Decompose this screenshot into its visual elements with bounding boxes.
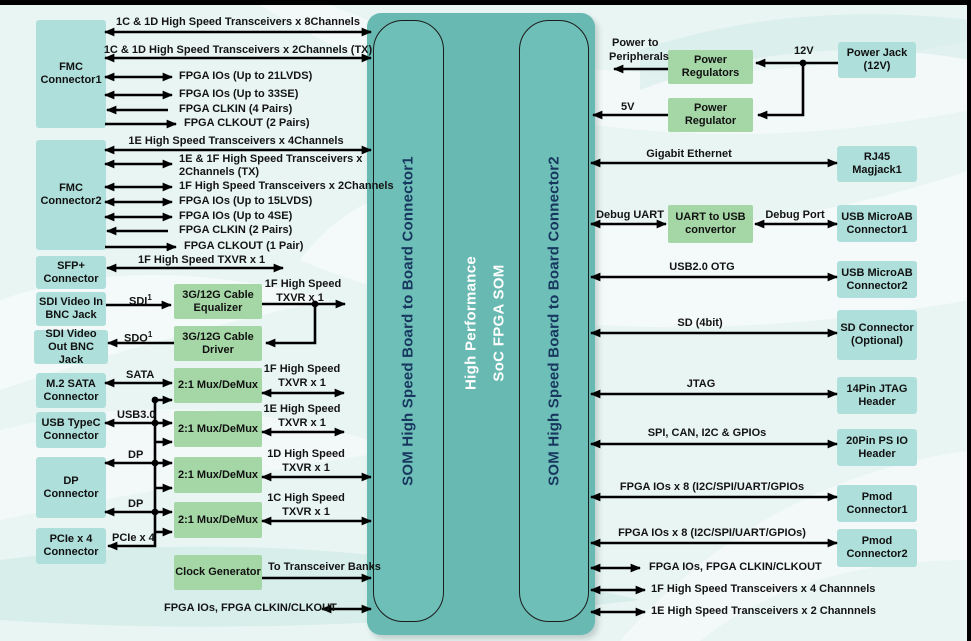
label-pmod1-ios: FPGA IOs x 8 (I2C/SPI/UART/GPIOs: [619, 481, 805, 493]
sdi-video-in-box: SDI Video In BNC Jack: [36, 292, 106, 326]
cable-driver-block: 3G/12G Cable Driver: [174, 326, 262, 361]
cable-equalizer-block: 3G/12G Cable Equalizer: [174, 284, 262, 319]
usb-typec-connector-box: USB TypeC Connector: [36, 412, 106, 448]
sfp-connector-box: SFP+ Connector: [36, 256, 106, 289]
sd-connector-box: SD Connector (Optional): [837, 310, 917, 360]
label-fmc2-1f2ch: 1F High Speed Transceivers x 2Channels: [179, 180, 394, 192]
label-1f-x4-channels: 1F High Speed Transceivers x 4 Channnels: [651, 583, 876, 595]
fmc-connector2-box: FMC Connector2: [36, 140, 106, 250]
label-5v: 5V: [621, 101, 635, 113]
label-fmc2-se: FPGA IOs (Up to 4SE): [179, 210, 293, 222]
ps-io-header-box: 20Pin PS IO Header: [837, 429, 917, 466]
label-sfp-txvr: 1F High Speed TXVR x 1: [138, 254, 266, 266]
label-fmc2-ch2tx-line2: 2Channels (TX): [179, 166, 260, 178]
label-pmod2-ios: FPGA IOs x 8 (I2C/SPI/UART/GPIOs): [618, 527, 806, 539]
label-debug-uart: Debug UART: [596, 209, 664, 221]
label-sata: SATA: [126, 369, 155, 381]
som-title-line1: High Performance: [462, 256, 480, 390]
label-fmc1-ch8: 1C & 1D High Speed Transceivers x 8Channels: [116, 16, 360, 28]
label-power-to-line2: Peripherals: [609, 51, 669, 63]
jtag-header-box: 14Pin JTAG Header: [837, 377, 917, 414]
label-usb3: USB3.0: [117, 409, 156, 421]
right-black-bar: [967, 0, 971, 641]
label-mux2-out-line1: 1E High Speed: [263, 403, 341, 415]
mux-demux-block-3: 2:1 Mux/DeMux: [174, 457, 262, 493]
label-power-to-line1: Power to: [612, 37, 659, 49]
label-mux3-out-line1: 1D High Speed: [267, 448, 345, 460]
label-eq-out-line1: 1F High Speed: [264, 278, 342, 290]
label-fmc2-lvds: FPGA IOs (Up to 15LVDS): [179, 195, 313, 207]
label-mux4-out-line2: TXVR x 1: [282, 506, 330, 518]
label-fmc1-ch2tx: 1C & 1D High Speed Transceivers x 2Channels (TX): [103, 44, 373, 56]
label-jtag: JTAG: [686, 378, 716, 390]
label-eq-out-line2: TXVR x 1: [276, 292, 324, 304]
label-fpga-clk-left: FPGA IOs, FPGA CLKIN/CLKOUT: [164, 602, 337, 614]
label-pcie: PCIe x 4: [112, 532, 155, 544]
pmod-connector1-box: Pmod Connector1: [837, 485, 917, 522]
label-clock-out: To Transceiver Banks: [268, 561, 381, 573]
label-mux2-out-line2: TXVR x 1: [278, 417, 326, 429]
label-12v: 12V: [794, 45, 814, 57]
uart-to-usb-block: UART to USB convertor: [668, 205, 753, 243]
mux-demux-block-4: 2:1 Mux/DeMux: [174, 502, 262, 538]
power-regulators-block: Power Regulators: [668, 50, 753, 84]
label-gigabit-ethernet: Gigabit Ethernet: [646, 148, 732, 160]
sdi-video-out-box: SDI Video Out BNC Jack: [34, 330, 108, 364]
label-spi-can-i2c: SPI, CAN, I2C & GPIOs: [647, 427, 767, 439]
mux-demux-block-1: 2:1 Mux/DeMux: [174, 368, 262, 403]
label-usb2-otg: USB2.0 OTG: [669, 261, 735, 273]
label-mux4-out-line1: 1C High Speed: [267, 492, 345, 504]
label-fmc1-clkout: FPGA CLKOUT (2 Pairs): [184, 117, 310, 129]
label-dp2: DP: [128, 498, 144, 510]
rj45-magjack-box: RJ45 Magjack1: [837, 146, 917, 182]
label-fmc1-lvds: FPGA IOs (Up to 21LVDS): [179, 70, 313, 82]
pmod-connector2-box: Pmod Connector2: [837, 529, 917, 567]
label-fmc2-clkin: FPGA CLKIN (2 Pairs): [179, 224, 293, 236]
label-fmc1-se: FPGA IOs (Up to 33SE): [179, 88, 299, 100]
pcie-connector-box: PCIe x 4 Connector: [36, 528, 106, 564]
som-title-line2: SoC FPGA SOM: [490, 264, 508, 382]
top-black-bar: [0, 0, 971, 5]
label-sdi: SDI$^1$: [129, 293, 152, 308]
label-fmc1-clkin: FPGA CLKIN (4 Pairs): [179, 103, 293, 115]
label-sdo: SDO$^1$: [124, 330, 153, 345]
label-mux1-out-line2: TXVR x 1: [278, 377, 326, 389]
label-dp1: DP: [128, 449, 144, 461]
b2b-connector1-label: SOM High Speed Board to Board Connector1: [399, 156, 417, 486]
usb-microab1-box: USB MicroAB Connector1: [837, 205, 917, 242]
power-jack-box: Power Jack (12V): [838, 42, 916, 78]
b2b-connector2-label: SOM High Speed Board to Board Connector2: [545, 156, 563, 486]
m2-sata-connector-box: M.2 SATA Connector: [36, 373, 106, 408]
label-mux1-out-line1: 1F High Speed: [263, 363, 341, 375]
label-1e-x2-channels: 1E High Speed Transceivers x 2 Channnels: [651, 605, 876, 617]
label-fmc2-ch4: 1E High Speed Transceivers x 4Channels: [128, 135, 344, 147]
label-mux3-out-line2: TXVR x 1: [282, 462, 330, 474]
usb-microab2-box: USB MicroAB Connector2: [837, 261, 917, 298]
clock-generator-block: Clock Generator: [174, 555, 262, 590]
label-debug-port: Debug Port: [765, 209, 825, 221]
mux-demux-block-2: 2:1 Mux/DeMux: [174, 411, 262, 447]
label-fmc2-clkout: FPGA CLKOUT (1 Pair): [184, 240, 304, 252]
fmc-connector1-box: FMC Connector1: [36, 20, 106, 128]
label-sd-4bit: SD (4bit): [677, 317, 723, 329]
dp-connector-box: DP Connector: [36, 457, 106, 518]
label-fmc2-ch2tx-line1: 1E & 1F High Speed Transceivers x: [179, 153, 363, 165]
label-fpga-clk-right: FPGA IOs, FPGA CLKIN/CLKOUT: [649, 561, 822, 573]
power-regulator-block: Power Regulator: [668, 98, 753, 132]
